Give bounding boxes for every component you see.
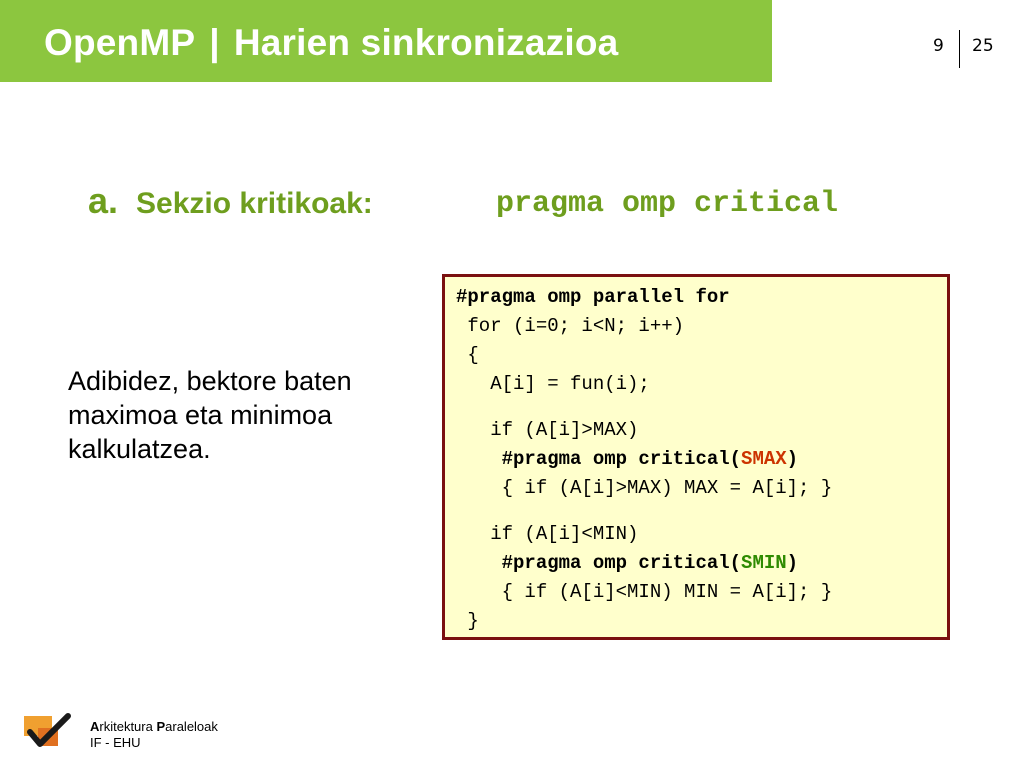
code-critical-name: SMAX — [741, 448, 787, 470]
code-line: } — [456, 610, 479, 632]
body-text — [68, 364, 428, 466]
code-line — [456, 448, 798, 470]
footer-initial: P — [156, 719, 166, 734]
code-paren: ) — [786, 448, 799, 470]
body-line: kalkulatzea. — [68, 434, 211, 464]
slide-title — [44, 22, 618, 64]
page-current: 9 — [933, 36, 944, 56]
code-line: if (A[i]<MIN) — [456, 523, 639, 545]
code-line: if (A[i]>MAX) — [456, 419, 639, 441]
page-divider — [959, 30, 960, 68]
section-heading — [88, 180, 373, 222]
code-paren: ) — [786, 552, 799, 574]
code-line — [456, 552, 798, 574]
footer-word: rkitektura — [99, 719, 157, 734]
code-line: { — [456, 344, 479, 366]
body-line: maximoa eta minimoa — [68, 400, 333, 430]
code-line: A[i] = fun(i); — [456, 373, 650, 395]
body-line: Adibidez, bektore baten — [68, 366, 352, 396]
footer-text — [90, 719, 218, 751]
section-title: Sekzio kritikoak: — [136, 187, 373, 220]
code-line: #pragma omp parallel for — [456, 286, 730, 308]
slide-title-left: OpenMP — [44, 22, 196, 63]
slide-title-separator: | — [209, 22, 220, 63]
section-letter: a. — [88, 180, 119, 221]
code-pragma: #pragma omp critical( — [456, 448, 742, 470]
code-line: { if (A[i]>MAX) MAX = A[i]; } — [456, 477, 833, 499]
footer-word: araleloak — [165, 719, 218, 734]
page-total: 25 — [972, 36, 994, 56]
code-line: { if (A[i]<MIN) MIN = A[i]; } — [456, 581, 833, 603]
footer-line-1 — [90, 719, 218, 735]
code-pragma: #pragma omp critical( — [456, 552, 742, 574]
checkmark-logo-icon — [24, 712, 74, 752]
slide-title-right: Harien sinkronizazioa — [233, 22, 619, 63]
code-line: for (i=0; i<N; i++) — [456, 315, 685, 337]
footer-initial: A — [90, 719, 100, 734]
section-code: pragma omp critical — [496, 187, 839, 221]
code-critical-name: SMIN — [741, 552, 787, 574]
footer-line-2: IF - EHU — [90, 735, 141, 750]
code-box — [442, 274, 950, 640]
